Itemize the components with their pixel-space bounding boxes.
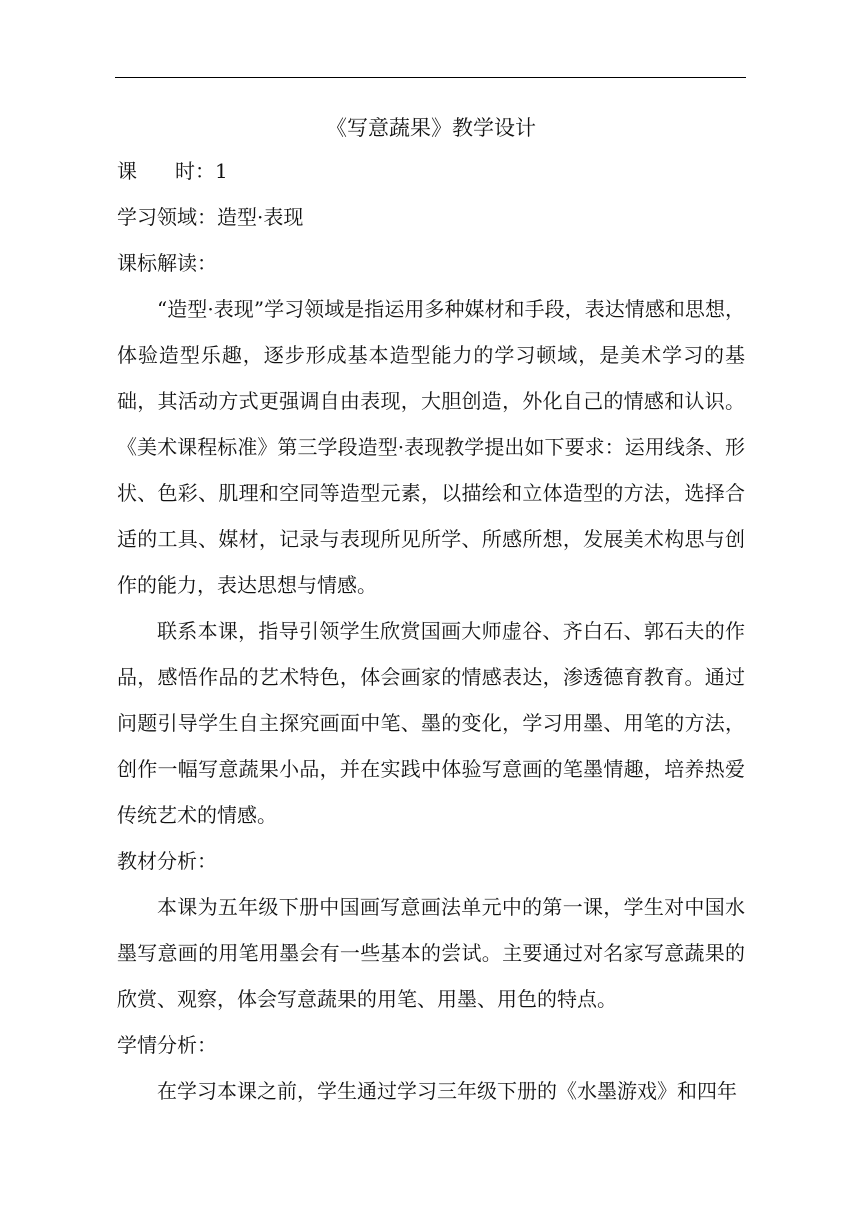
- document-title: 《写意蔬果》教学设计: [326, 116, 536, 140]
- material-analysis-paragraph: 本课为五年级下册中国画写意画法单元中的第一课，学生对中国水墨写意画的用笔用墨会有一些基本的尝试。主要通过对名家写意蔬果的欣赏、观察，体会写意蔬果的用笔、用墨、用色的特点。: [117, 895, 745, 1011]
- material-analysis-heading: 教材分析：: [117, 849, 217, 873]
- class-hours-label: 课: [117, 159, 137, 183]
- student-analysis-heading: 学情分析：: [117, 1033, 217, 1057]
- standards-paragraph-2: 联系本课，指导引领学生欣赏国画大师虚谷、齐白石、郭石夫的作品，感悟作品的艺术特色，体会画家的情感表达，渗透德育教育。通过问题引导学生自主探究画面中笔、墨的变化，学习用墨、用笔的方法，创作一幅写意蔬果小品，并在实践中体验写意画的笔墨情趣，培养热爱传统艺术的情感。: [117, 619, 745, 827]
- class-hours-line: [117, 148, 745, 194]
- learning-domain-line: 学习领域：造型·表现: [117, 205, 304, 229]
- standards-paragraph-1: “造型·表现”学习领域是指运用多种媒材和手段，表达情感和思想，体验造型乐趣，逐步形成基本造型能力的学习顿域，是美术学习的基础，其活动方式更强调自由表现，大胆创造，外化自己的情感和认识。《美术课程标准》第三学段造型·表现教学提出如下要求：运用线条、形状、色彩、肌理和空同等造型元素，以描绘和立体造型的方法，选择合适的工具、媒材，记录与表现所见所学、所感所想，发展美术构思与创作的能力，表达思想与情感。: [117, 297, 745, 597]
- header-rule: [115, 77, 746, 78]
- standards-heading: 课标解读：: [117, 251, 217, 275]
- document-body: [117, 108, 745, 1114]
- class-hours-value: 时：1: [175, 159, 228, 183]
- student-analysis-paragraph: 在学习本课之前，学生通过学习三年级下册的《水墨游戏》和四年: [157, 1079, 737, 1103]
